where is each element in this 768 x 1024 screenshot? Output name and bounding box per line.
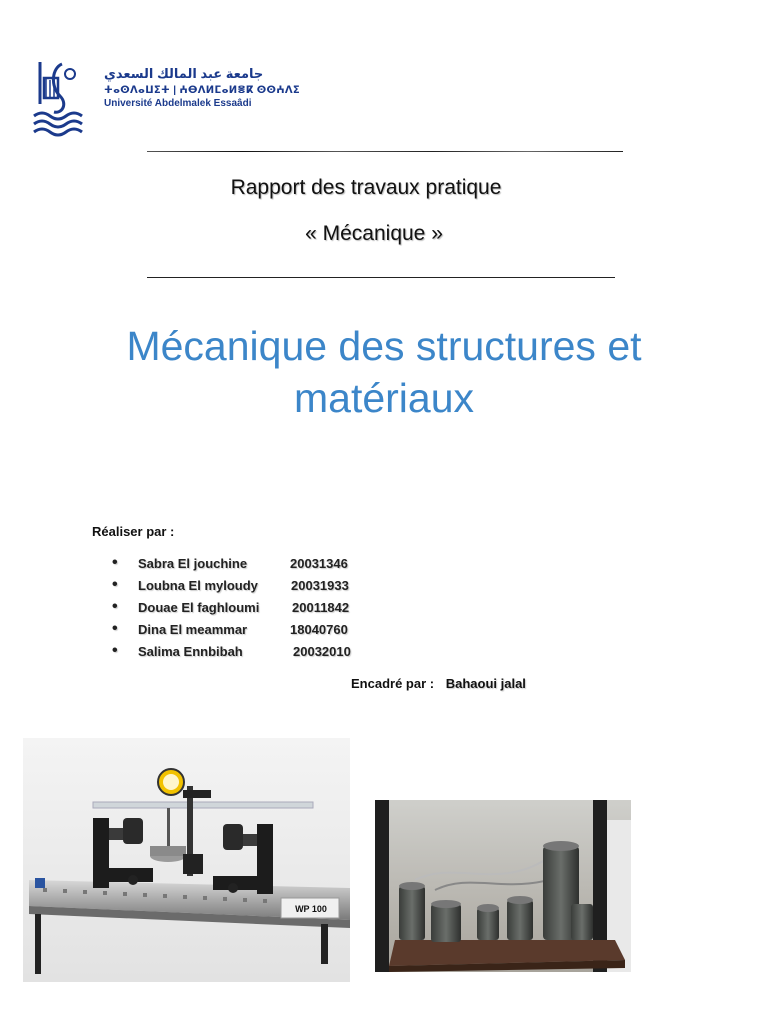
member-name: Sabra El jouchine — [138, 556, 248, 571]
member-id: 20031933 — [291, 578, 349, 593]
top-divider — [147, 151, 623, 152]
logo-french-text: Université Abdelmalek Essaâdi — [104, 98, 252, 109]
team-label: Réaliser par : — [92, 524, 175, 539]
logo-arabic-text: جامعة عبد المالك السعدي — [104, 66, 264, 81]
university-emblem-icon — [32, 56, 102, 140]
apparatus-label: WP 100 — [295, 904, 327, 914]
supervisor-label: Encadré par : — [351, 676, 435, 691]
bottom-divider — [147, 277, 615, 278]
title-line-1: Mécanique des structures et — [126, 323, 642, 369]
university-logo — [32, 56, 301, 140]
member-name: Loubna El myloudy — [138, 578, 258, 593]
report-subtitle: Rapport des travaux pratique — [230, 176, 502, 199]
member-name: Douae El faghloumi — [138, 600, 260, 615]
supervisor — [351, 676, 526, 691]
member-name: Dina El meammar — [138, 622, 248, 637]
member-name: Salima Ennbibah — [138, 644, 243, 659]
course-name: « Mécanique » — [305, 222, 443, 245]
supervisor-name: Bahaoui jalal — [445, 676, 526, 691]
logo-tifinagh-text: ⵜⴰⵙⴷⴰⵡⵉⵜ | ⵄⴱⴷⵍⵎⴰⵍⴻⴽ ⵙⵙⵄⴷⵉ — [104, 85, 301, 96]
member-id: 20032010 — [293, 644, 351, 659]
member-id: 18040760 — [290, 622, 348, 637]
title-line-2: matériaux — [293, 375, 474, 421]
document-title — [0, 320, 768, 424]
member-id: 20031346 — [290, 556, 348, 571]
member-id: 20011842 — [292, 600, 350, 615]
weights-photo — [375, 800, 631, 972]
apparatus-photo — [23, 738, 350, 982]
